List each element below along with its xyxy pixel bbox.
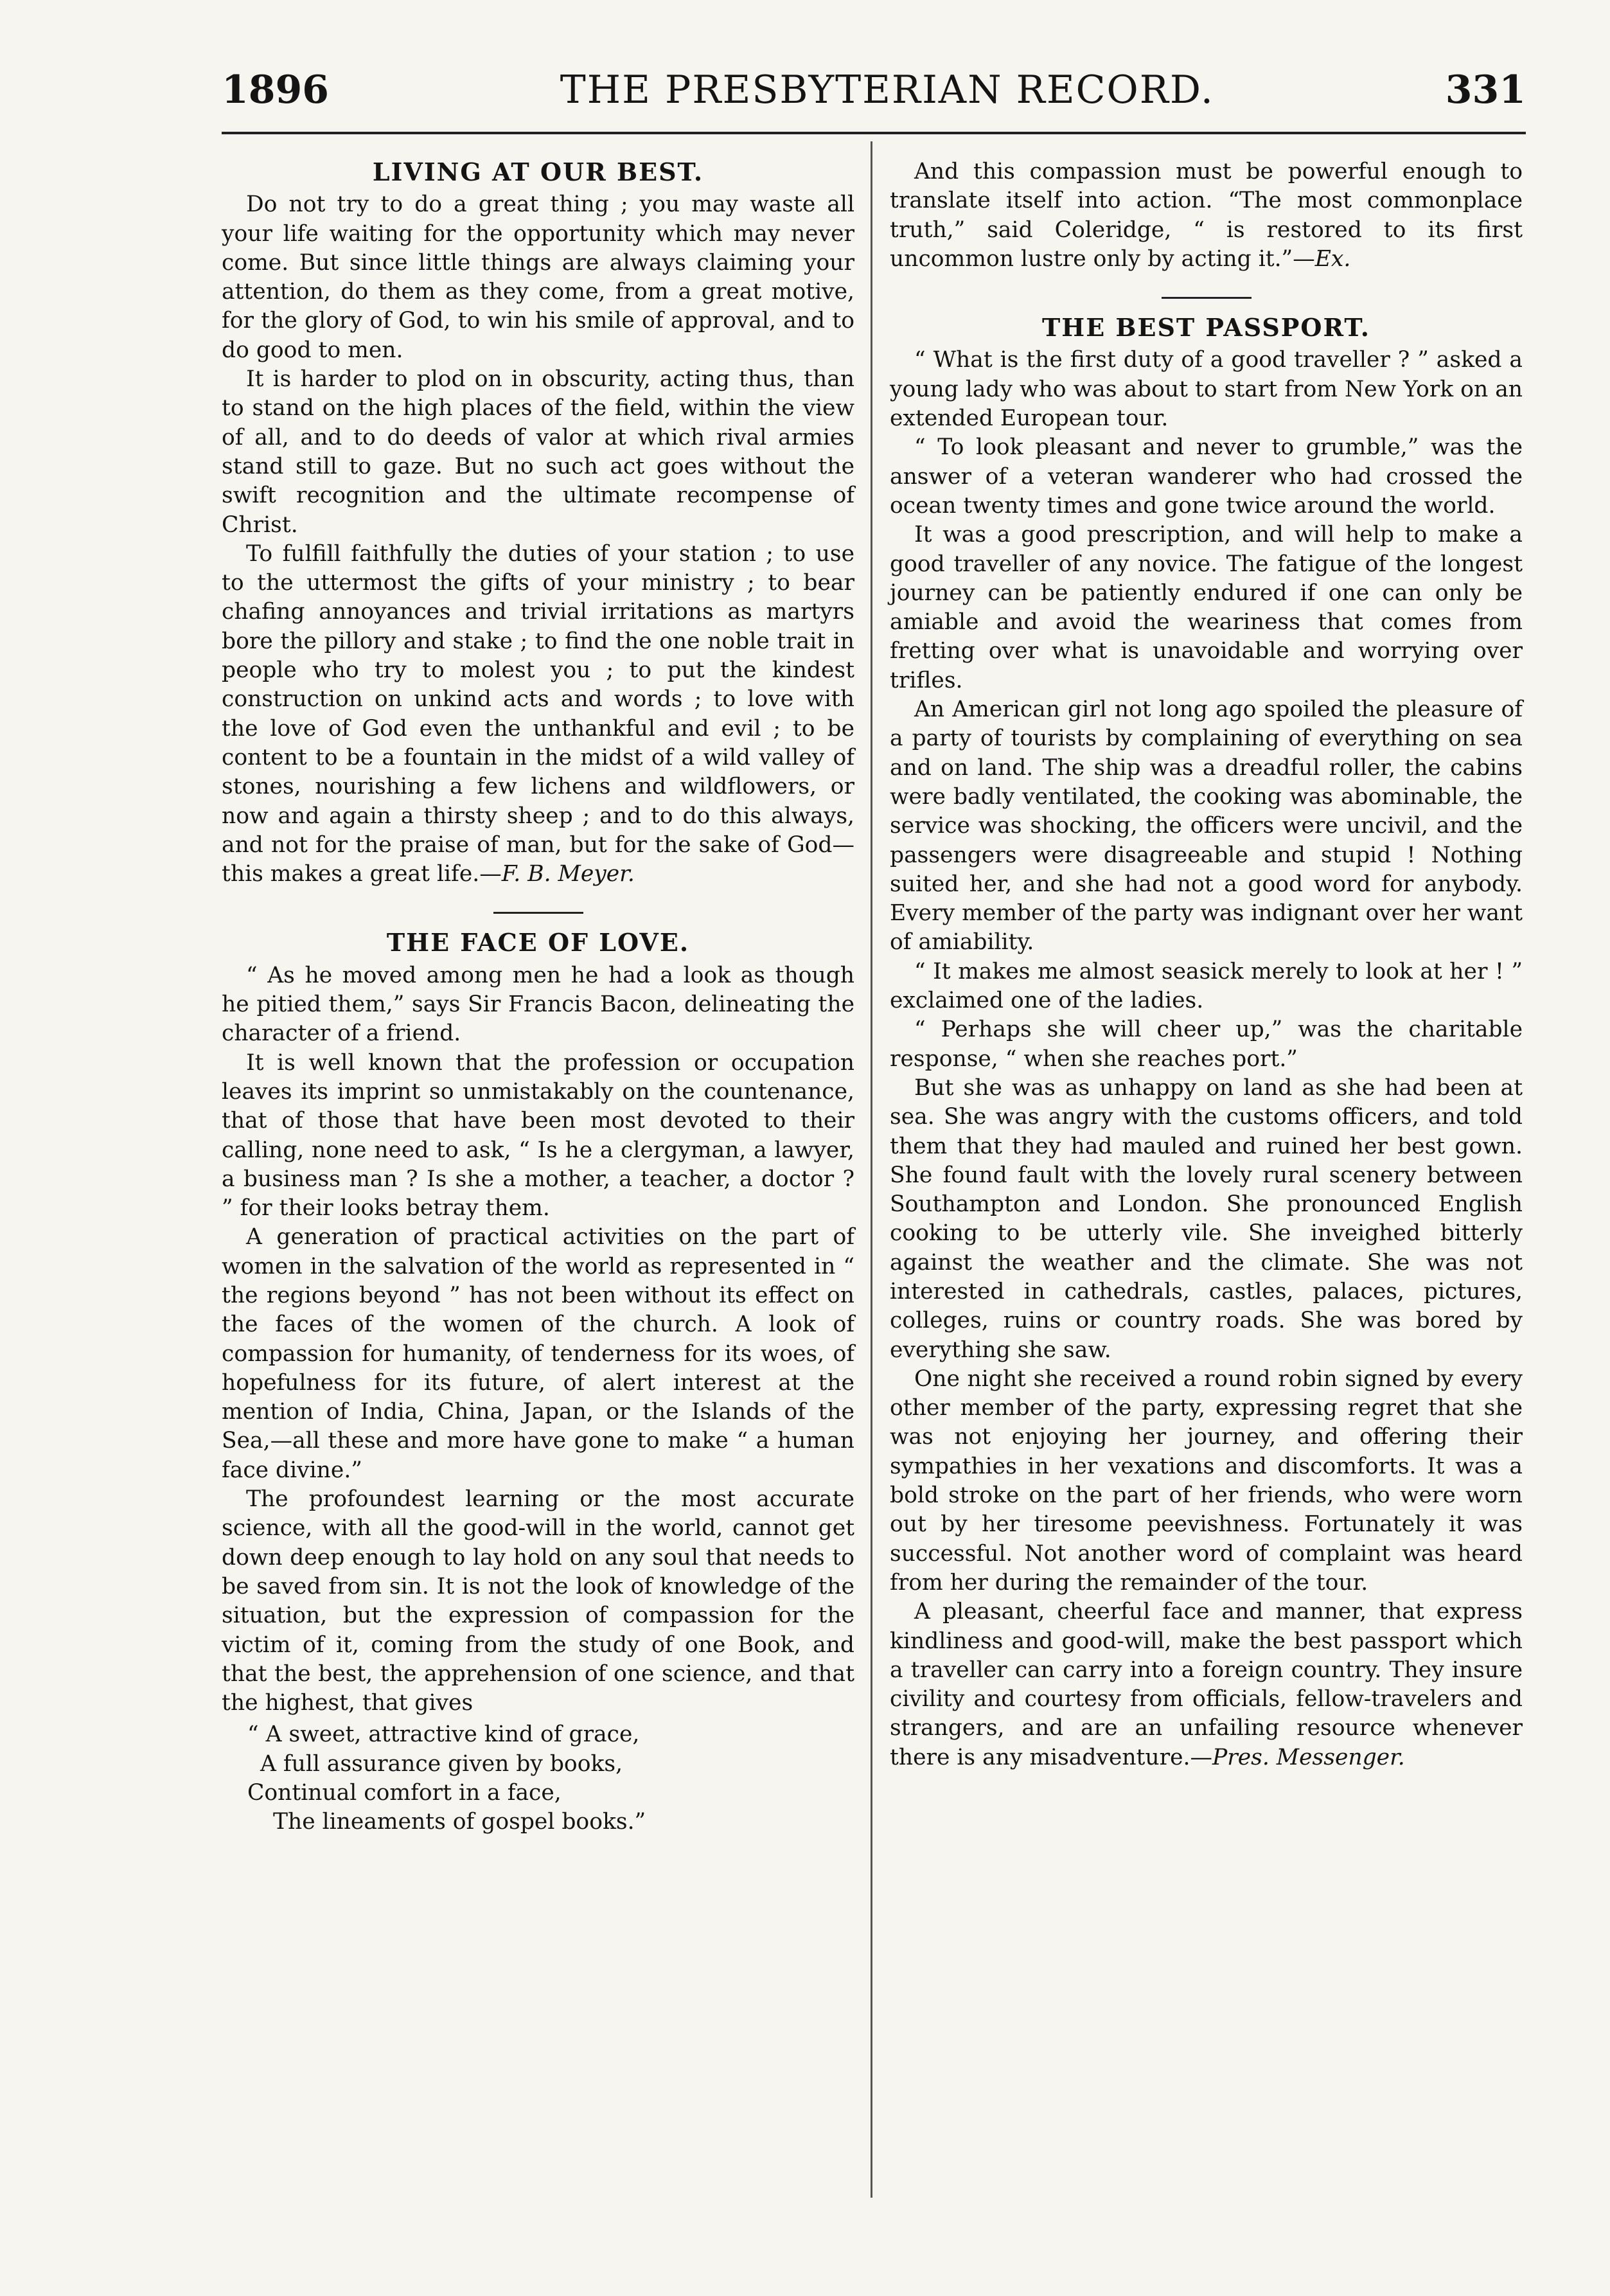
verse-line: Continual comfort in a face,	[247, 1780, 562, 1806]
header-page-number: 331	[1445, 67, 1526, 112]
right-column	[890, 157, 1523, 1772]
article-paragraph: It is harder to plod on in obscurity, acting thus, than to stand on the high places of the field, within the view of all, and to do deeds of valor at which rival armies stand still to gaze. But no such act goes without the swift recognition and the ultimate recompense of Christ.	[222, 366, 854, 538]
article-paragraph	[890, 1597, 1523, 1772]
article-paragraph: The profoundest learning or the most accurate science, with all the good-will in the world, cannot get down deep enough to lay hold on any soul that needs to be saved from sin. It is not the look of knowledge of the situation, but the expression of compassion for the victim of it, coming from the study of one Book, and that the best, the apprehension of one science, and that the highest, that gives	[222, 1486, 854, 1716]
article-paragraph: It was a good prescription, and will help to make a good traveller of any novice. The fatigue of the longest journey can be patiently endured if one can only be amiable and avoid the weariness that comes from fretting over what is unavoidable and worrying over trifles.	[890, 522, 1523, 693]
section-separator	[493, 912, 583, 914]
page-header	[222, 67, 1526, 119]
article-signature: Ex.	[1314, 245, 1351, 272]
article-signature: F. B. Meyer.	[501, 861, 635, 887]
verse-line: A full assurance given by books,	[260, 1750, 623, 1777]
article-paragraph: “ To look pleasant and never to grumble,” was the answer of a veteran wanderer who had crossed the ocean twenty times and gone twice around the world.	[890, 434, 1523, 519]
header-rule	[222, 132, 1526, 134]
article-title-best-passport: THE BEST PASSPORT.	[1042, 313, 1370, 343]
article-paragraph: “ What is the first duty of a good traveller ? ” asked a young lady who was about to start from New York on an extended European tour.	[890, 347, 1523, 432]
article-paragraph	[890, 157, 1523, 274]
left-column	[222, 157, 854, 1837]
column-divider	[871, 141, 872, 2198]
article-paragraph: A generation of practical activities on the part of women in the salvation of the world as represented in “ the regions beyond ” has not been without its effect on the faces of the women of the church. A look of compassion for humanity, of tenderness for its woes, of hopefulness for its future, of alert interest at the mention of India, China, Japan, or the Islands of the Sea,—all these and more have gone to make “ a human face divine.”	[222, 1224, 854, 1483]
paragraph-text: To fulfill faithfully the duties of your station ; to use to the uttermost the gifts of your ministry ; to bear chafing annoyances and trivial irritations as martyrs bore the pillory and stake ; to find the one noble trait in people who try to molest you ; to put the kindest construction on unkind acts and words ; to love with the love of God even the unthankful and evil ; to be content to be a fountain in the midst of a wild valley of stones, nourishing a few lichens and wildflowers, or now and again a thirsty sheep ; and to do this always, and not for the praise of man, but for the sake of God—this makes a great life.—	[222, 540, 854, 887]
article-paragraph: “ As he moved among men he had a look as though he pitied them,” says Sir Francis Bacon, delineating the character of a friend.	[222, 962, 854, 1047]
article-paragraph: One night she received a round robin signed by every other member of the party, expressing regret that she was not enjoying her journey, and offering their sympathies in her vexations and discomforts. It was a bold stroke on the part of her friends, who were worn out by her tiresome peevishness. Fortunately it was successful. Not another word of complaint was heard from her during the remainder of the tour.	[890, 1366, 1523, 1596]
article-paragraph: “ Perhaps she will cheer up,” was the charitable response, “ when she reaches port.”	[890, 1017, 1523, 1072]
article-paragraph: But she was as unhappy on land as she had been at sea. She was angry with the customs officers, and told them that they had mauled and ruined her best gown. She found fault with the lovely rural scenery between Southampton and London. She pronounced English cooking to be utterly vile. She inveighed bitterly against the weather and the climate. She was not interested in cathedrals, castles, palaces, pictures, colleges, ruins or country roads. She was bored by everything she saw.	[890, 1074, 1523, 1363]
header-title: THE PRESBYTERIAN RECORD.	[560, 67, 1214, 112]
paragraph-text: A pleasant, cheerful face and manner, that express kindliness and good-will, make the best passport which a traveller can carry into a foreign country. They insure civility and courtesy from officials, fellow-travelers and strangers, and are an unfailing resource whenever there is any misadventure.—	[890, 1599, 1523, 1770]
verse-line: “ A sweet, attractive kind of grace,	[247, 1722, 640, 1748]
article-title-face-of-love: THE FACE OF LOVE.	[386, 928, 690, 957]
verse-line: The lineaments of gospel books.”	[273, 1809, 646, 1835]
article-paragraph: Do not try to do a great thing ; you may waste all your life waiting for the opportunity which may never come. But since little things are always claiming your attention, do them as they come, from a great motive, for the glory of God, to win his smile of approval, and to do good to men.	[222, 191, 854, 363]
article-paragraph: An American girl not long ago spoiled the pleasure of a party of tourists by complaining of everything on sea and on land. The ship was a dreadful roller, the cabins were badly ventilated, the cooking was abominable, the service was shocking, the officers were uncivil, and the passengers were disagreeable and stupid ! Nothing suited her, and she had not a good word for anybody. Every member of the party was indignant over her want of amiability.	[890, 697, 1523, 956]
article-paragraph: “ It makes me almost seasick merely to look at her ! ” exclaimed one of the ladies.	[890, 958, 1523, 1014]
poem-verse	[247, 1720, 854, 1837]
article-signature: Pres. Messenger.	[1212, 1744, 1405, 1770]
section-separator	[1162, 297, 1252, 299]
article-title-living-at-our-best: LIVING AT OUR BEST.	[372, 157, 704, 186]
article-paragraph: It is well known that the profession or occupation leaves its imprint so unmistakably on the countenance, that of those that have been most devoted to their calling, none need to ask, “ Is he a clergyman, a lawyer, a business man ? Is she a mother, a teacher, a doctor ? ” for their looks betray them.	[222, 1049, 854, 1222]
header-year: 1896	[222, 67, 329, 112]
article-paragraph	[222, 540, 854, 889]
paragraph-text: And this compassion must be powerful enough to translate itself into action. “The most commonplace truth,” said Coleridge, “ is restored to its first uncommon lustre only by acting it.”—	[890, 159, 1523, 272]
